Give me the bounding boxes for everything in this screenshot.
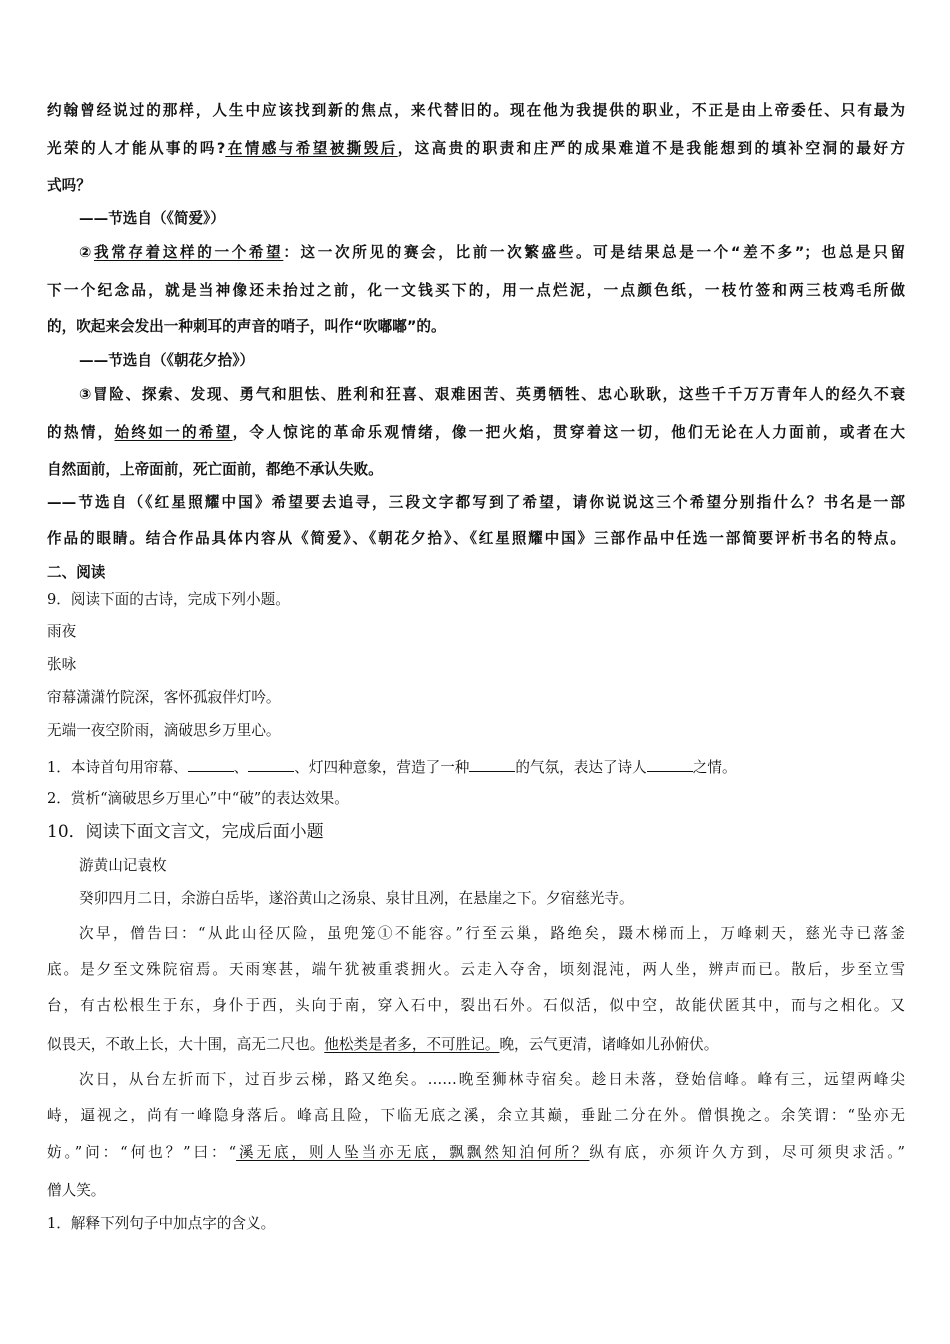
essay-para-2-line-4: [47, 1036, 718, 1054]
essay-para-1: 癸卯四月二日，余游白岳毕，遂浴黄山之汤泉、泉甘且冽，在悬崖之下。夕宿慈光寺。: [79, 890, 634, 907]
poem-title: 雨夜: [47, 623, 77, 640]
answer-blank[interactable]: [647, 757, 693, 772]
jane-eyre-line-3: 式吗？: [47, 177, 91, 194]
essay-para-2-line-2: 底。是夕至文殊院宿焉。天雨寒甚，端午犹被重裘拥火。云走入夺舍，顷刻混沌，两人坐，辨声而已。散后，步至立雪: [47, 961, 905, 978]
question-8-line-1: ——节选自（《红星照耀中国》希望要去追寻，三段文字都写到了希望，请你说说这三个希望分别指什么？书名是一部: [47, 494, 905, 511]
essay-para-3-line-2: 峙，逼视之，尚有一峰隐身落后。峰高且险，下临无底之溪，余立其巅，垂趾二分在外。僧惧挽之。余笑谓：“坠亦无: [47, 1107, 905, 1124]
essay-para-2-line-3: 台，有古松根生于东，身仆于西，头向于南，穿入石中，裂出石外。石似活，似中空，故能伏匿其中，而与之相化。又: [47, 997, 905, 1014]
answer-blank[interactable]: [188, 757, 234, 772]
section-heading: 二、阅读: [47, 564, 106, 581]
q9-sub-1-text: 、灯四种意象，营造了一种: [294, 759, 470, 776]
underlined-sentence: 他松类是者多，不可胜记。: [324, 1036, 500, 1053]
underlined-phrase: 始终如一的希望: [114, 424, 233, 441]
answer-blank[interactable]: [248, 757, 294, 772]
morning-flowers-line-3: 的，吹起来会发出一种刺耳的声音的哨子，叫作“吹嘟嘟”的。: [47, 318, 446, 335]
question-8-line-2: 作品的眼睛。结合作品具体内容从《简爱》、《朝花夕拾》、《红星照耀中国》三部作品中任选一部简要评析书名的特点。: [47, 530, 905, 547]
q9-sub-2: 2．赏析“滴破思乡万里心”中“破”的表达效果。: [47, 790, 349, 807]
underlined-phrase: 我常存着这样的一个希望: [93, 244, 284, 261]
morning-flowers-line-2: 下一个纪念品，就是当神像还未抬过之前，化一文钱买下的，用一点烂泥，一点颜色纸，一枝竹签和两三枝鸡毛所做: [47, 282, 905, 299]
underlined-sentence: 溪无底，则人坠当亦无底，飘飘然知泊何所？: [236, 1144, 590, 1161]
item-number: ②: [79, 244, 94, 261]
source-morning-flowers: ——节选自（《朝花夕拾》）: [79, 352, 255, 369]
essay-text: 似畏天，不敢上长，大十围，高无二尺也。: [47, 1036, 325, 1053]
jane-eyre-text: ，这高贵的职责和庄严的成果难道不是我能想到的填补空洞的最好方: [397, 140, 905, 157]
red-star-text: 的热情，: [47, 424, 115, 441]
underlined-phrase: 在情感与希望被撕毁后: [225, 140, 398, 157]
poem-line-1: 帘幕潇潇竹院深，客怀孤寂伴灯吟。: [47, 689, 281, 706]
jane-eyre-text: 光荣的人才能从事的吗?: [47, 140, 226, 157]
q9-sub-1-text: 之情。: [692, 759, 737, 776]
essay-para-3-line-4: 僧人笑。: [47, 1182, 106, 1199]
q9-sub-1-text: 1．本诗首句用帘幕、: [47, 759, 188, 776]
morning-flowers-text: ：这一次所见的赛会，比前一次繁盛些。可是结果总是一个“差不多”；也总是只留: [283, 244, 905, 261]
essay-text: 纵有底，亦须许久方到，尽可须臾求活。”: [589, 1144, 905, 1161]
essay-text: 晚，云气更清，诸峰如儿孙俯伏。: [499, 1036, 719, 1053]
red-star-line-3: 自然面前，上帝面前，死亡面前，都绝不承认失败。: [47, 461, 383, 478]
poem-line-2: 无端一夜空阶雨，滴破思乡万里心。: [47, 722, 281, 739]
morning-flowers-line-1: [79, 244, 905, 262]
q9-sub-1-text: 、: [233, 759, 249, 776]
essay-para-2-line-1: 次早，僧告曰：“从此山径仄险，虽兜笼①不能容。”行至云巢，路绝矣，蹑木梯而上，万峰刺天，慈光寺已落釜: [79, 925, 905, 942]
jane-eyre-line-2: [47, 140, 905, 158]
red-star-line-2: [47, 424, 905, 442]
q9-sub-1: [47, 757, 737, 777]
q9-sub-1-text: 的气氛，表达了诗人: [515, 759, 647, 776]
q10-prompt: 10．阅读下面文言文，完成后面小题: [47, 822, 324, 842]
q9-prompt: 9．阅读下面的古诗，完成下列小题。: [47, 591, 290, 608]
jane-eyre-line-1: 约翰曾经说过的那样，人生中应该找到新的焦点，来代替旧的。现在他为我提供的职业，不正是由上帝委任、只有最为: [47, 102, 905, 119]
answer-blank[interactable]: [469, 757, 515, 772]
source-jane-eyre: ——节选自（《简爱》）: [79, 210, 225, 227]
q10-sub-1: 1．解释下列句子中加点字的含义。: [47, 1215, 276, 1232]
poem-author: 张咏: [47, 656, 77, 673]
essay-text: 妨。”问：“何也？”曰：“: [47, 1144, 237, 1161]
red-star-line-1: ③冒险、探索、发现、勇气和胆怯、胜利和狂喜、艰难困苦、英勇牺牲、忠心耿耿，这些千千万万青年人的经久不衰: [79, 386, 905, 403]
essay-para-3-line-1: 次日，从台左折而下，过百步云梯，路又绝矣。……晚至狮林寺宿矣。趁日未落，登始信峰。峰有三，远望两峰尖: [79, 1071, 905, 1088]
essay-title: 游黄山记袁枚: [79, 857, 167, 874]
essay-para-3-line-3: [47, 1144, 905, 1162]
red-star-text: ，令人惊诧的革命乐观情绪，像一把火焰，贯穿着这一切，他们无论在人力面前，或者在大: [232, 424, 905, 441]
